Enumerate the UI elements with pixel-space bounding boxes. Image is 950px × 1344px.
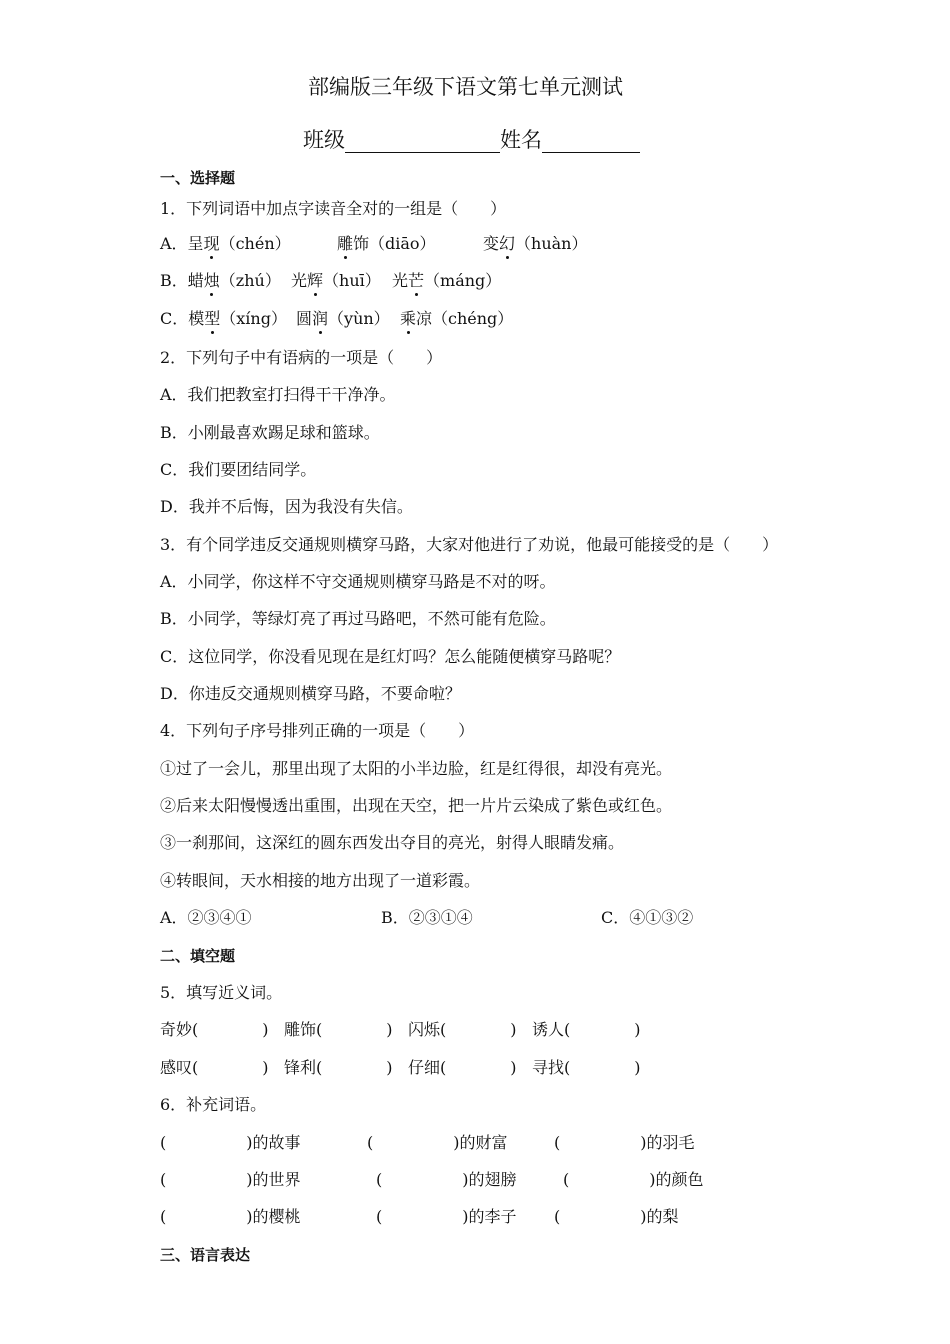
phrase-blank[interactable]: ( )的樱桃 <box>160 1207 301 1226</box>
sentence-4: ④转眼间，天水相接的地方出现了一道彩霞。 <box>160 871 481 890</box>
option-b: B．②③①④ <box>381 908 473 927</box>
question-stem: 1．下列词语中加点字读音全对的一组是（ ） <box>160 199 507 218</box>
option-b: B．小同学，等绿灯亮了再过马路吧，不然可能有危险。 <box>160 609 556 628</box>
sentence-3: ③一刹那间，这深红的圆东西发出夺目的亮光，射得人眼睛发痛。 <box>160 833 625 852</box>
question-stem: 4．下列句子序号排列正确的一项是（ ） <box>160 721 475 740</box>
synonym-blank[interactable]: 感叹( ) <box>160 1058 269 1077</box>
question-stem: 5．填写近义词。 <box>160 983 283 1002</box>
dotted-char: 辉 <box>307 271 324 290</box>
option-c-part2: 圆润（yùn） <box>296 309 390 328</box>
synonym-blank[interactable]: 仔细( ) <box>408 1058 517 1077</box>
dotted-char: 雕 <box>337 234 354 253</box>
option-d: D．我并不后悔，因为我没有失信。 <box>160 497 413 516</box>
phrase-blank[interactable]: ( )的翅膀 <box>376 1170 517 1189</box>
question-stem: 6．补充词语。 <box>160 1095 267 1114</box>
synonym-blank[interactable]: 诱人( ) <box>532 1020 641 1039</box>
option-b: B．小刚最喜欢踢足球和篮球。 <box>160 423 380 442</box>
section-heading: 二、填空题 <box>160 947 236 965</box>
section-heading: 三、语言表达 <box>160 1246 251 1264</box>
option-a-part3: 变幻（huàn） <box>483 234 588 253</box>
synonym-blank[interactable]: 闪烁( ) <box>408 1020 517 1039</box>
option-b-part2: 光辉（huī） <box>291 271 381 290</box>
option-c: C．④①③② <box>601 908 694 927</box>
option-c-part3: 乘凉（chéng） <box>400 309 514 328</box>
sentence-2: ②后来太阳慢慢透出重围，出现在天空，把一片片云染成了紫色或红色。 <box>160 796 673 815</box>
synonym-blank[interactable]: 雕饰( ) <box>284 1020 393 1039</box>
synonym-blank[interactable]: 寻找( ) <box>532 1058 641 1077</box>
dotted-char: 型 <box>204 309 221 328</box>
phrase-blank[interactable]: ( )的世界 <box>160 1170 301 1189</box>
question-stem: 3．有个同学违反交通规则横穿马路，大家对他进行了劝说，他最可能接受的是（ ） <box>160 535 779 554</box>
option-a-part1: A．呈现（chén） <box>160 234 291 253</box>
phrase-blank[interactable]: ( )的故事 <box>160 1133 301 1152</box>
section-heading: 一、选择题 <box>160 169 236 187</box>
option-a: A．小同学，你这样不守交通规则横穿马路是不对的呀。 <box>160 572 556 591</box>
synonym-blank[interactable]: 锋利( ) <box>284 1058 393 1077</box>
phrase-blank[interactable]: ( )的颜色 <box>563 1170 704 1189</box>
option-c: C．这位同学，你没看见现在是红灯吗？怎么能随便横穿马路呢？ <box>160 647 621 666</box>
phrase-blank[interactable]: ( )的羽毛 <box>554 1133 695 1152</box>
option-c: C．我们要团结同学。 <box>160 460 317 479</box>
option-d: D．你违反交通规则横穿马路，不要命啦？ <box>160 684 461 703</box>
dotted-char: 烛 <box>203 271 220 290</box>
option-a: A．我们把教室打扫得干干净净。 <box>160 385 396 404</box>
dotted-char: 幻 <box>499 234 516 253</box>
option-c-part1: C．模型（xíng） <box>160 309 287 328</box>
name-label: 姓名 <box>500 128 542 152</box>
class-label: 班级 <box>303 128 345 152</box>
class-name-line <box>303 127 640 153</box>
dotted-char: 现 <box>203 234 220 253</box>
class-blank[interactable] <box>345 132 500 153</box>
name-blank[interactable] <box>542 132 640 153</box>
phrase-blank[interactable]: ( )的李子 <box>376 1207 517 1226</box>
option-a: A．②③④① <box>160 908 252 927</box>
sentence-1: ①过了一会儿，那里出现了太阳的小半边脸，红是红得很，却没有亮光。 <box>160 759 673 778</box>
phrase-blank[interactable]: ( )的财富 <box>367 1133 508 1152</box>
synonym-blank[interactable]: 奇妙( ) <box>160 1020 269 1039</box>
page-title: 部编版三年级下语文第七单元测试 <box>308 75 623 99</box>
option-b-part1: B．蜡烛（zhú） <box>160 271 281 290</box>
option-a-part2: 雕饰（diāo） <box>337 234 436 253</box>
dotted-char: 润 <box>312 309 329 328</box>
dotted-char: 乘 <box>400 309 417 328</box>
phrase-blank[interactable]: ( )的梨 <box>554 1207 679 1226</box>
dotted-char: 芒 <box>408 271 425 290</box>
option-b-part3: 光芒（máng） <box>392 271 502 290</box>
question-stem: 2．下列句子中有语病的一项是（ ） <box>160 348 443 367</box>
